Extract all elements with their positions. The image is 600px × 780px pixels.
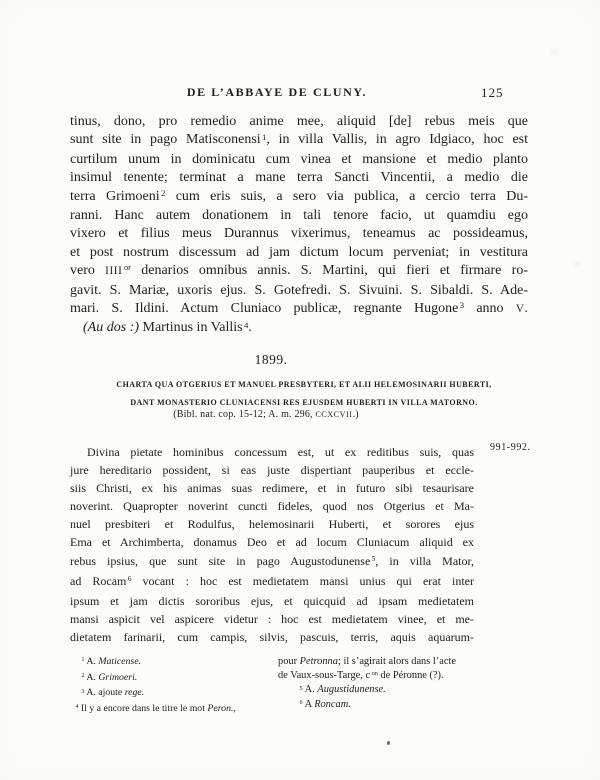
text-line <box>70 552 474 572</box>
text-run: Martinus in Vallis <box>139 320 243 336</box>
page-number: 125 <box>481 85 504 100</box>
text-run: mansi aspicit vel aspicere videtur : hoc est medietatem vinee, et me- <box>70 611 474 626</box>
charter-text-continuation <box>70 113 528 339</box>
text-run: , in villa Mator, <box>375 553 475 568</box>
superscript-reference: 3 <box>459 301 465 311</box>
text-run: vocant : hoc est medietatem mansi unius qui erat inter <box>131 573 474 588</box>
text-line <box>70 151 528 169</box>
text-run: .) <box>352 409 359 420</box>
text-run: , in villa Vallis, in agro Idgiaco, hoc est <box>266 132 528 148</box>
text-run: tinus, dono, pro remedio anime mee, aliquid [de] rebus meis que <box>70 114 528 129</box>
text-run: de Vaux-sous-Targe, c <box>278 669 371 681</box>
text-line <box>278 698 540 713</box>
text-run: (Bibl. nat. cop. 15-12; A. m. 296, <box>173 409 316 420</box>
text-run: denarios omnibus annis. S. Martini, qui fieri et firmare ro- <box>130 263 528 279</box>
text-run: nuel presbiteri et Rodulfus, helemosinarii Huberti, et sorores ejus <box>70 517 474 532</box>
text-line <box>70 479 474 497</box>
text-line <box>70 244 528 262</box>
text-line <box>278 683 540 698</box>
text-line <box>70 610 474 628</box>
footnotes-right-column <box>278 655 540 713</box>
superscript-reference: 2 <box>81 673 85 680</box>
text-run: cum eris suis, a sero via publica, a cercio terra Du- <box>165 188 528 204</box>
text-run: (Au dos :) <box>83 320 139 336</box>
text-run: noverint. Quapropter noverint cuncti fideles, quod nos Otgerius et Ma- <box>70 499 474 514</box>
text-run: et post nostrum discessum ad jam dictum locum perveniat; in vestitura <box>70 244 528 260</box>
superscript-reference: 5 <box>299 684 303 692</box>
superscript-reference: 4 <box>244 320 249 330</box>
text-line <box>278 669 540 684</box>
superscript-reference: or <box>123 263 131 273</box>
text-line <box>70 282 528 300</box>
text-run: curtilum unum in dominicatu cum vinea et mansione et medio planto <box>70 151 528 167</box>
footnotes-left-column <box>74 655 310 718</box>
scan-smudge <box>574 262 580 267</box>
text-line <box>70 515 474 533</box>
text-run: A. <box>84 671 99 683</box>
text-line <box>70 131 528 150</box>
text-line <box>70 443 474 461</box>
text-line <box>74 686 310 702</box>
text-run: A. <box>302 684 318 696</box>
text-run: IIII <box>105 265 123 278</box>
charter-title-line-2: DANT MONASTERIO CLUNIACENSI RES EJUSDEM HUBERTI IN VILLA MATORNO. <box>130 397 478 407</box>
text-run: gavit. S. Mariæ, uxoris ejus. S. Gotefredi. S. Sivuini. S. Sibaldi. S. Ade- <box>70 282 528 298</box>
text-run: CCXCVII <box>315 410 353 419</box>
text-run: Grimoeri. <box>98 671 138 683</box>
text-run: Il y a encore dans le titre le mot <box>78 703 208 715</box>
superscript-reference: 5 <box>371 555 376 564</box>
ink-speck <box>387 741 390 745</box>
superscript-reference: 6 <box>127 575 132 584</box>
text-run: pour <box>278 656 300 667</box>
text-run: mari. S. Ildini. Actum Cluniaco publicæ, regnante Hugone <box>70 301 459 317</box>
source-citation <box>70 409 462 420</box>
superscript-reference: 2 <box>161 188 166 198</box>
text-run: Petronna <box>299 656 338 667</box>
superscript-reference: 1 <box>262 132 267 142</box>
superscript-reference: 3 <box>81 688 85 695</box>
margin-date-note: 991-992. <box>490 442 531 453</box>
charter-title <box>70 376 538 411</box>
text-run: vixero et filius meus Durannus vixerimus, teneamus ac possideamus, <box>70 226 528 242</box>
superscript-reference: on <box>371 669 378 677</box>
charter-title-line-1: CHARTA QUA OTGERIUS ET MANUEL PRESBYTERI, ET ALII HELEMOSINARII HUBERTI, <box>116 380 492 389</box>
superscript-reference: 1 <box>81 657 85 664</box>
text-line <box>70 409 462 420</box>
text-line <box>70 113 528 131</box>
text-line <box>70 207 528 225</box>
text-line <box>74 655 310 671</box>
text-line <box>70 533 474 551</box>
text-run: V <box>515 303 525 316</box>
text-line <box>70 628 474 646</box>
text-line <box>74 702 310 718</box>
text-line <box>70 300 528 319</box>
superscript-reference: 4 <box>75 704 79 711</box>
text-run: ; il s’agirait alors dans l’acte <box>337 656 456 667</box>
text-line <box>74 671 310 687</box>
text-line <box>70 319 528 338</box>
text-line <box>278 655 540 669</box>
text-run: Roncam. <box>314 699 351 711</box>
text-line <box>70 592 474 610</box>
text-run: rebus ipsius, que sunt site in pago Augustodunense <box>70 553 371 568</box>
text-line <box>70 572 474 592</box>
text-run: A. <box>84 656 99 667</box>
text-run: ipsum et jam dictis sororibus ejus, et quicquid ad ipsam medietatem <box>70 593 474 608</box>
text-run: A <box>302 699 315 711</box>
text-line <box>70 461 474 479</box>
text-run: Divina pietate hominibus concessum est, ut ex reditibus suis, quas <box>87 445 474 459</box>
scan-smudge <box>551 49 558 55</box>
text-run: insimul tenente; terminat a mane terra Sancti Vincentii, a medio die <box>70 170 528 186</box>
text-run: . <box>248 320 252 336</box>
superscript-reference: 6 <box>299 699 303 707</box>
text-run: jure hereditario possident, si eas juste dispertiant pauperibus et eccle- <box>70 463 474 478</box>
text-run: terra Grimoeni <box>70 188 160 204</box>
text-run: anno <box>464 301 516 317</box>
text-run: sunt site in pago Matisconensi <box>70 132 261 148</box>
text-run: Maticense. <box>98 656 142 667</box>
text-run: Ema et Archimberta, donamus Deo et ad locum Cluniacum aliquid ex <box>70 535 474 550</box>
text-run: , <box>233 703 236 715</box>
text-run: A. ajoute <box>84 687 125 699</box>
text-run: siis Christi, ex his animas suas redimere, et in futuro sibi tesaurisare <box>70 481 474 496</box>
text-run: dietatem farinarii, cum campis, silvis, pascuis, terris, aquis aquarum- <box>70 629 474 644</box>
text-run: ad Rocam <box>70 573 127 588</box>
text-line <box>70 262 528 281</box>
text-run: . <box>524 301 528 317</box>
page-header-title: DE L’ABBAYE DE CLUNY. <box>186 85 368 99</box>
text-run: rege. <box>124 687 145 699</box>
text-run: Augustidunense. <box>317 684 386 696</box>
text-run: de Péronne (?). <box>377 669 444 681</box>
text-line <box>70 497 474 515</box>
text-line <box>70 188 528 207</box>
text-run: Peron. <box>207 703 234 715</box>
text-run: ranni. Hanc autem donationem in tali tenore facio, ut quamdiu ego <box>70 208 528 224</box>
text-line <box>70 225 528 243</box>
charter-number: 1899. <box>254 352 288 367</box>
text-run: vero <box>70 263 106 279</box>
charter-text-body <box>70 443 474 646</box>
text-line <box>70 169 528 187</box>
